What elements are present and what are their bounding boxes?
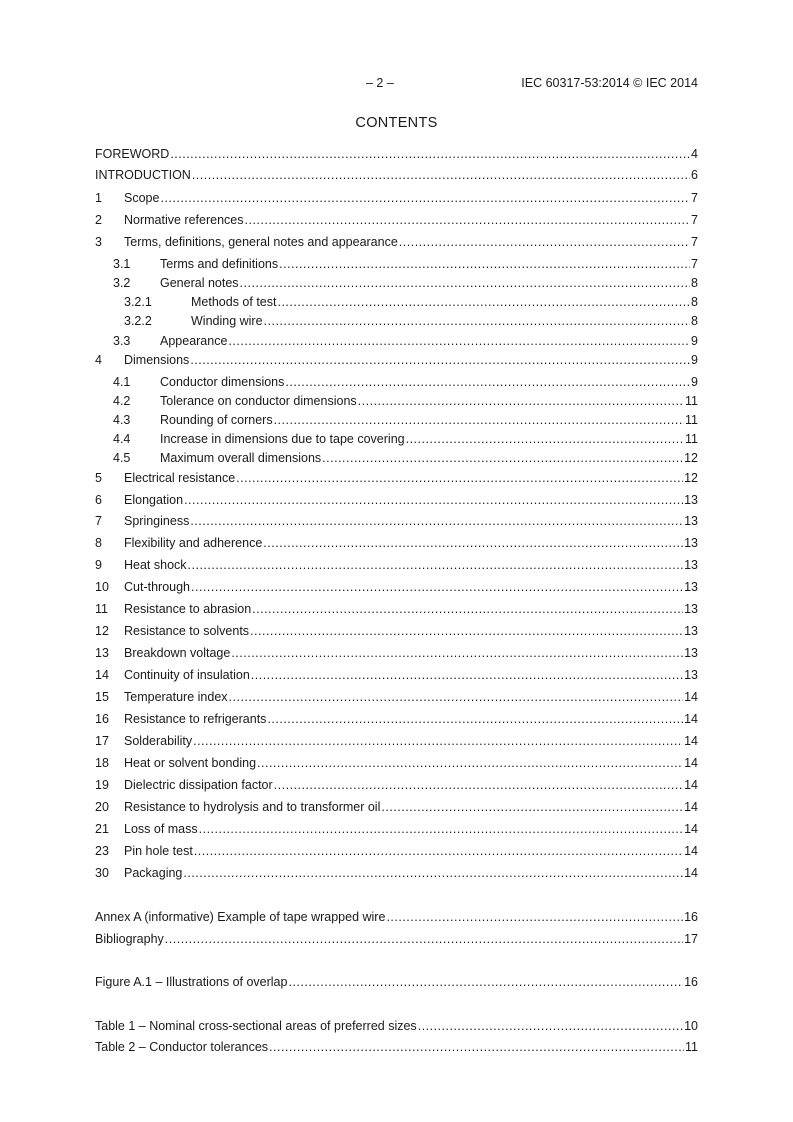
toc-entry-number: 20 [95,800,109,814]
toc-entry-label: Pin hole test [124,844,193,858]
toc-entry[interactable] [95,393,698,409]
toc-entry-label: Appearance [160,334,228,348]
toc-leader-dots [191,579,683,595]
toc-leader-dots [236,470,683,486]
toc-entry[interactable] [95,535,698,551]
toc-entry[interactable] [95,931,698,947]
toc-entry[interactable] [95,733,698,749]
page-header [95,76,698,92]
toc-entry[interactable] [95,450,698,466]
toc-entry-page: 6 [691,168,698,182]
toc-leader-dots [386,909,683,925]
toc-entry-label: FOREWORD [95,147,170,161]
toc-entry-page: 16 [684,975,698,989]
toc-entry-label: Springiness [124,514,190,528]
toc-entry-label: Rounding of corners [160,413,273,427]
toc-entry[interactable] [95,557,698,573]
toc-entry[interactable] [95,167,698,183]
toc-entry-label: Conductor dimensions [160,375,285,389]
toc-entry-label: Packaging [124,866,183,880]
toc-entry-label: Table 2 – Conductor tolerances [95,1040,269,1054]
toc-entry-number: 3.2.1 [124,295,152,309]
toc-entry-number: 16 [95,712,109,726]
toc-entry[interactable] [95,294,698,310]
toc-entry-number: 3.2.2 [124,314,152,328]
toc-entry-page: 8 [691,295,698,309]
document-reference: IEC 60317-53:2014 © IEC 2014 [521,76,698,90]
toc-entry-number: 14 [95,668,109,682]
toc-entry[interactable] [95,645,698,661]
toc-entry-number: 23 [95,844,109,858]
toc-leader-dots [231,645,683,661]
toc-entry[interactable] [95,333,698,349]
toc-entry-label: Cut-through [124,580,191,594]
toc-entry-page: 13 [684,536,698,550]
toc-entry-page: 13 [684,580,698,594]
toc-entry[interactable] [95,755,698,771]
toc-entry-page: 14 [684,800,698,814]
toc-entry-label: Maximum overall dimensions [160,451,322,465]
toc-leader-dots [190,513,683,529]
toc-entry-label: General notes [160,276,239,290]
toc-entry-page: 11 [685,413,698,427]
toc-entry[interactable] [95,623,698,639]
toc-leader-dots [257,755,683,771]
toc-entry[interactable] [95,470,698,486]
toc-entry[interactable] [95,513,698,529]
toc-entry-label: INTRODUCTION [95,168,191,182]
toc-leader-dots [199,821,683,837]
toc-entry-number: 4.1 [113,375,131,389]
toc-entry[interactable] [95,667,698,683]
toc-entry-page: 8 [691,314,698,328]
toc-entry-number: 7 [95,514,102,528]
toc-leader-dots [245,212,691,228]
toc-entry[interactable] [95,799,698,815]
toc-entry-page: 16 [684,910,698,924]
toc-entry-label: Temperature index [124,690,228,704]
toc-entry-number: 3.3 [113,334,131,348]
toc-entry[interactable] [95,313,698,329]
toc-entry-page: 11 [685,1040,698,1054]
toc-entry-page: 7 [691,191,698,205]
toc-entry-page: 14 [684,734,698,748]
toc-entry-number: 11 [95,602,108,616]
toc-entry[interactable] [95,865,698,881]
toc-leader-dots [250,623,683,639]
toc-entry-label: Loss of mass [124,822,198,836]
toc-entry[interactable] [95,234,698,250]
toc-leader-dots [406,431,684,447]
toc-entry-page: 10 [684,1019,698,1033]
toc-leader-dots [399,234,690,250]
toc-leader-dots [263,535,683,551]
toc-leader-dots [229,689,684,705]
toc-leader-dots [269,1039,684,1055]
toc-leader-dots [184,492,683,508]
page-number: – 2 – [366,76,394,90]
toc-entry[interactable] [95,689,698,705]
toc-entry-page: 9 [691,353,698,367]
toc-entry-page: 14 [684,844,698,858]
toc-entry-label: Dielectric dissipation factor [124,778,273,792]
toc-entry-page: 9 [691,334,698,348]
toc-leader-dots [160,190,690,206]
toc-leader-dots [170,146,690,162]
toc-entry[interactable] [95,374,698,390]
toc-leader-dots [322,450,683,466]
toc-leader-dots [192,167,690,183]
toc-entry[interactable] [95,275,698,291]
toc-entry[interactable] [95,1039,698,1055]
toc-entry[interactable] [95,212,698,228]
toc-entry-number: 30 [95,866,109,880]
toc-entry[interactable] [95,1018,698,1034]
toc-entry-label: Figure A.1 – Illustrations of overlap [95,975,288,989]
toc-entry-label: Heat shock [124,558,187,572]
toc-entry-number: 15 [95,690,109,704]
toc-entry-number: 3.2 [113,276,131,290]
toc-entry-page: 17 [684,932,698,946]
toc-entry-page: 13 [684,646,698,660]
toc-entry[interactable] [95,190,698,206]
toc-entry-label: Resistance to solvents [124,624,250,638]
toc-leader-dots [165,931,683,947]
toc-leader-dots [274,412,684,428]
toc-entry-label: Continuity of insulation [124,668,250,682]
toc-entry-page: 9 [691,375,698,389]
toc-leader-dots [183,865,683,881]
toc-entry-label: Annex A (informative) Example of tape wrapped wire [95,910,386,924]
toc-entry-label: Terms and definitions [160,257,279,271]
toc-entry-number: 4 [95,353,102,367]
toc-entry-page: 4 [691,147,698,161]
toc-entry-number: 12 [95,624,109,638]
toc-entry[interactable] [95,579,698,595]
toc-entry-page: 14 [684,756,698,770]
toc-entry-page: 13 [684,514,698,528]
toc-entry-number: 2 [95,213,102,227]
toc-leader-dots [358,393,684,409]
toc-entry[interactable] [95,431,698,447]
toc-entry-number: 21 [95,822,109,836]
toc-entry-label: Bibliography [95,932,164,946]
toc-entry-page: 11 [685,394,698,408]
toc-leader-dots [279,256,690,272]
toc-leader-dots [277,294,690,310]
toc-entry-page: 13 [684,624,698,638]
toc-leader-dots [288,974,683,990]
toc-entry-label: Breakdown voltage [124,646,231,660]
toc-entry-page: 14 [684,778,698,792]
toc-entry-page: 14 [684,712,698,726]
toc-entry[interactable] [95,492,698,508]
toc-entry-number: 6 [95,493,102,507]
toc-leader-dots [381,799,683,815]
toc-entry-label: Increase in dimensions due to tape covering [160,432,405,446]
toc-entry-number: 18 [95,756,109,770]
page-title: CONTENTS [355,115,438,131]
toc-leader-dots [264,313,690,329]
toc-entry[interactable] [95,601,698,617]
toc-entry-page: 12 [684,471,698,485]
toc-entry-label: Elongation [124,493,184,507]
toc-entry-page: 11 [685,432,698,446]
toc-leader-dots [267,711,683,727]
toc-entry-number: 3.1 [113,257,131,271]
toc-entry-number: 13 [95,646,109,660]
toc-entry-label: Winding wire [191,314,263,328]
toc-entry-number: 4.2 [113,394,131,408]
toc-entry[interactable] [95,146,698,162]
toc-entry-number: 3 [95,235,102,249]
toc-entry-page: 13 [684,668,698,682]
toc-entry-number: 17 [95,734,109,748]
toc-entry-number: 19 [95,778,109,792]
toc-entry-label: Scope [124,191,160,205]
toc-entry-label: Dimensions [124,353,190,367]
toc-entry-label: Flexibility and adherence [124,536,263,550]
toc-entry-label: Table 1 – Nominal cross-sectional areas of preferred sizes [95,1019,417,1033]
toc-leader-dots [240,275,691,291]
toc-leader-dots [251,667,683,683]
toc-entry-number: 9 [95,558,102,572]
toc-entry-number: 8 [95,536,102,550]
toc-entry[interactable] [95,843,698,859]
toc-leader-dots [228,333,690,349]
toc-entry-page: 13 [684,602,698,616]
toc-entry-number: 4.3 [113,413,131,427]
toc-entry-label: Solderability [124,734,193,748]
toc-entry[interactable] [95,821,698,837]
toc-entry-page: 13 [684,558,698,572]
toc-leader-dots [274,777,683,793]
toc-entry-page: 7 [691,213,698,227]
toc-entry[interactable] [95,256,698,272]
toc-entry[interactable] [95,711,698,727]
toc-entry[interactable] [95,352,698,368]
toc-entry-label: Normative references [124,213,244,227]
toc-entry-label: Tolerance on conductor dimensions [160,394,357,408]
toc-entry-label: Heat or solvent bonding [124,756,257,770]
toc-entry-number: 10 [95,580,109,594]
toc-entry-page: 14 [684,690,698,704]
toc-leader-dots [190,352,690,368]
toc-entry-number: 5 [95,471,102,485]
toc-entry-number: 4.4 [113,432,131,446]
toc-leader-dots [193,733,683,749]
toc-leader-dots [252,601,683,617]
toc-entry-label: Electrical resistance [124,471,236,485]
toc-entry-page: 7 [691,235,698,249]
toc-entry-page: 12 [684,451,698,465]
toc-entry-label: Resistance to abrasion [124,602,252,616]
toc-entry-page: 13 [684,493,698,507]
toc-leader-dots [194,843,683,859]
toc-entry-label: Resistance to hydrolysis and to transformer oil [124,800,381,814]
toc-entry[interactable] [95,909,698,925]
toc-entry-number: 4.5 [113,451,131,465]
toc-entry-number: 1 [95,191,102,205]
toc-entry-label: Resistance to refrigerants [124,712,267,726]
toc-leader-dots [418,1018,683,1034]
toc-entry[interactable] [95,412,698,428]
toc-leader-dots [188,557,684,573]
toc-entry[interactable] [95,777,698,793]
toc-entry-page: 14 [684,866,698,880]
toc-leader-dots [285,374,690,390]
toc-entry-label: Methods of test [191,295,277,309]
toc-entry-label: Terms, definitions, general notes and appearance [124,235,398,249]
toc-entry-page: 7 [691,257,698,271]
toc-entry[interactable] [95,974,698,990]
toc-entry-page: 14 [684,822,698,836]
toc-entry-page: 8 [691,276,698,290]
